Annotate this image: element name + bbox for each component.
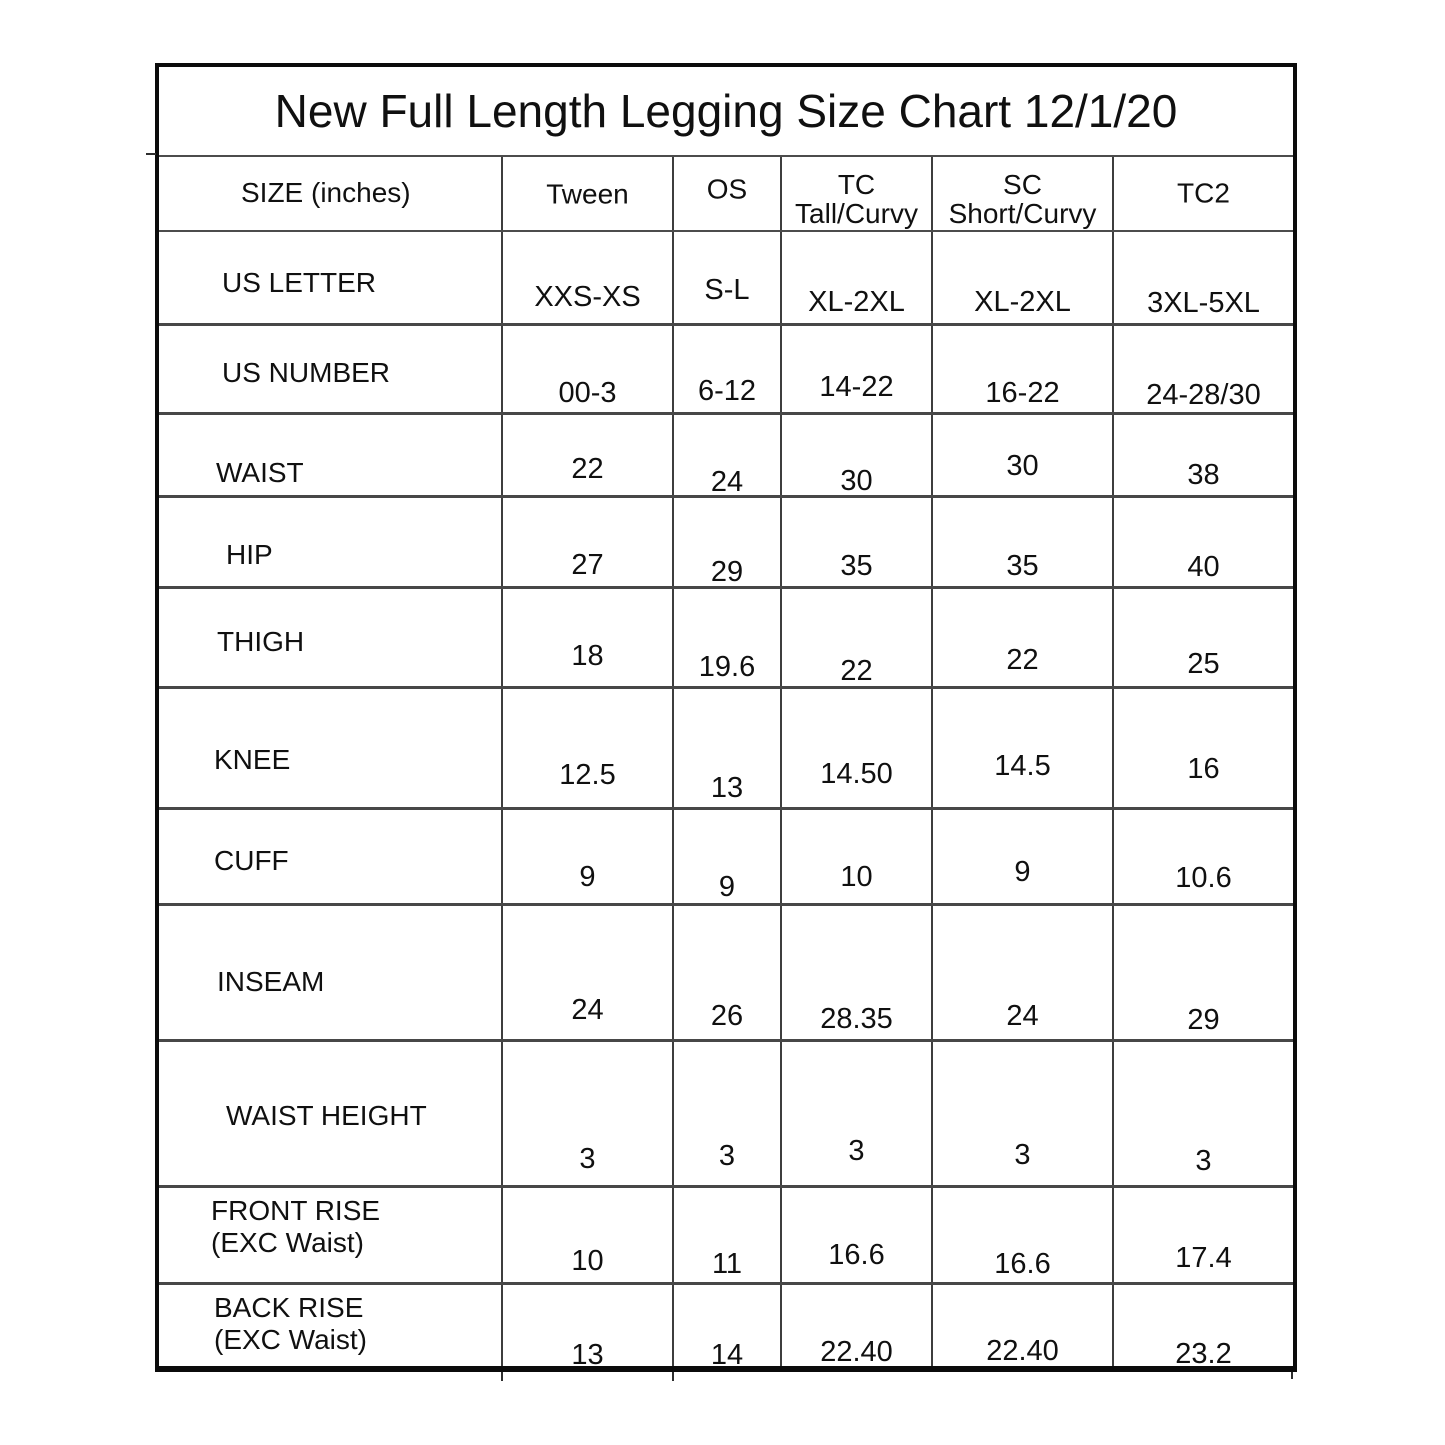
row-label-cell [159,906,503,1039]
row-label-text [222,357,390,389]
header-row [159,157,1293,232]
cell-value: 9 [579,860,596,893]
cell-value: 18 [571,639,604,672]
cell-value: 16.6 [828,1238,885,1271]
table-row [159,589,1293,689]
cell-value: 6-12 [697,375,757,408]
value-cell [1114,415,1293,495]
value-cell [933,232,1114,323]
row-label-text [226,1100,427,1132]
column-header-text [503,180,672,209]
cell-value: 14.50 [820,757,893,790]
column-header-cell [933,157,1114,230]
cell-value: 40 [1187,550,1220,583]
row-label-text [226,539,273,571]
value-cell [1114,498,1293,586]
cell-value: S-L [704,274,750,307]
value-cell [674,232,782,323]
value-cell [1114,232,1293,323]
row-label-cell [159,415,503,495]
cell-value: 25 [1187,647,1220,680]
row-label: HIP [226,539,273,571]
value-cell [782,810,933,903]
row-label-cell [159,589,503,686]
cell-value: 35 [840,549,873,582]
cell-value: 10.6 [1175,861,1232,894]
row-label: THIGH [217,626,305,658]
table-row [159,1285,1293,1371]
cell-value: 30 [840,464,873,497]
cell-value: 16.6 [994,1248,1051,1281]
value-cell [1114,326,1293,412]
column-header-text [674,175,780,204]
value-cell [1114,1285,1293,1370]
cell-value: 00-3 [558,377,617,410]
cell-value: 3 [718,1140,736,1173]
cell-value: 24 [571,993,604,1026]
value-cell [503,906,674,1039]
value-cell [674,906,782,1039]
value-cell [503,1042,674,1185]
value-cell [1114,810,1293,903]
table-row [159,689,1293,810]
cell-value: 11 [711,1248,743,1281]
value-cell [503,232,674,323]
value-cell [1114,1042,1293,1185]
value-cell [782,1285,933,1369]
column-header-line1: SC [1003,168,1042,200]
cell-value: 38 [1187,459,1220,491]
value-cell [933,589,1114,686]
value-cell [674,810,782,903]
cell-value: 12.5 [559,759,616,792]
column-header-text [933,170,1112,228]
value-cell [503,498,674,586]
value-cell [933,689,1114,807]
scan-artifact-line [672,1372,674,1381]
cell-value: 13 [571,1338,604,1371]
cell-value: 27 [571,548,604,581]
cell-value: 19.6 [698,650,756,683]
table-row [159,232,1293,326]
value-cell [933,498,1114,586]
column-header-line1: TC2 [1177,177,1230,209]
cell-value: 17.4 [1175,1241,1232,1274]
size-chart-table [155,63,1297,1372]
row-label: US NUMBER [222,357,391,389]
row-label: CUFF [214,845,289,877]
table-row [159,906,1293,1042]
cell-value: XXS-XS [534,280,641,313]
row-label: US LETTER [222,266,377,298]
value-cell [674,415,782,499]
value-cell [782,1188,933,1282]
value-cell [933,326,1114,412]
row-label: WAIST [216,457,304,489]
value-cell [674,1285,782,1371]
value-cell [1114,1188,1293,1282]
row-label-text [241,177,411,209]
row-label-cell [159,1042,503,1185]
value-cell [503,810,674,903]
row-label-cell [159,1188,503,1282]
cell-value: 16-22 [985,377,1060,410]
row-label-text [222,267,376,299]
cell-value: 14-22 [819,371,894,404]
row-label-text [214,1292,367,1356]
value-cell [503,689,674,807]
value-cell [782,589,933,686]
row-label-text [217,626,304,658]
column-header-line1: Tween [546,178,629,210]
column-header-line2: Tall/Curvy [795,197,918,229]
cell-value: 22.40 [820,1336,893,1369]
scan-artifact-line [501,1372,503,1381]
cell-value: 13 [710,772,744,805]
value-cell [933,810,1114,903]
value-cell [503,415,674,495]
cell-value: XL-2XL [974,286,1071,319]
cell-value: 3 [1014,1138,1031,1171]
value-cell [674,1188,782,1282]
cell-value: 3 [848,1134,865,1167]
cell-value: 35 [1006,549,1039,582]
cell-value: 14 [710,1338,744,1371]
row-label-cell [159,1285,503,1366]
row-label: BACK RISE [214,1291,364,1323]
row-label: INSEAM [217,965,325,997]
row-label-text [211,1195,380,1259]
row-label: WAIST HEIGHT [226,1100,427,1132]
column-header-text [1114,178,1293,207]
cell-value: 26 [710,1000,744,1033]
scan-artifact-line [1291,1372,1293,1379]
row-label: KNEE [214,743,291,775]
row-label-text [216,457,304,489]
table-row [159,498,1293,589]
column-header-cell [782,157,933,230]
corner-header-label: SIZE (inches) [241,176,411,208]
row-label: FRONT RISE [211,1195,381,1227]
cell-value: 22.40 [986,1334,1059,1367]
value-cell [933,1285,1114,1366]
cell-value: 30 [1006,450,1039,483]
cell-value: 9 [1014,856,1031,889]
cell-value: 3XL-5XL [1147,286,1260,319]
value-cell [933,1188,1114,1282]
corner-header-cell [159,157,503,230]
column-header-cell [674,157,782,230]
column-header-line1: TC [837,168,876,200]
value-cell [503,1285,674,1371]
cell-value: 29 [1187,1004,1220,1037]
value-cell [782,1042,933,1185]
cell-value: 29 [710,555,744,588]
value-cell [503,589,674,686]
value-cell [782,232,933,323]
table-row [159,415,1293,498]
cell-value: 24-28/30 [1146,378,1261,411]
cell-value: 10 [571,1245,604,1278]
row-label-cell [159,232,503,323]
column-header-cell [503,157,674,230]
cell-value: 23.2 [1175,1337,1232,1370]
cell-value: 9 [718,871,736,904]
row-sublabel: (EXC Waist) [214,1323,367,1355]
value-cell [674,326,782,412]
value-cell [782,906,933,1039]
column-header-line1: OS [706,173,748,205]
table-row [159,810,1293,906]
value-cell [674,1042,782,1185]
value-cell [782,498,933,586]
cell-value: 3 [1195,1144,1212,1177]
value-cell [782,326,933,412]
row-label-cell [159,498,503,586]
cell-value: 22 [840,655,873,688]
row-label-text [214,845,289,877]
cell-value: 16 [1187,753,1220,786]
row-label-cell [159,326,503,412]
value-cell [1114,689,1293,807]
value-cell [933,415,1114,495]
value-cell [1114,589,1293,686]
chart-title: New Full Length Legging Size Chart 12/1/20 [274,85,1178,137]
column-header-line2: Short/Curvy [948,197,1097,229]
cell-value: 14.5 [994,749,1051,782]
table-grid [159,157,1293,1371]
value-cell [674,589,782,686]
table-row [159,1188,1293,1285]
value-cell [782,415,933,495]
cell-value: XL-2XL [808,286,905,319]
scan-artifact-line [146,153,156,155]
table-row [159,326,1293,415]
cell-value: 10 [840,860,873,893]
cell-value: 3 [579,1143,596,1176]
cell-value: 24 [710,466,744,499]
row-label-text [217,966,324,998]
value-cell [1114,906,1293,1039]
column-header-text [782,170,931,228]
value-cell [503,1188,674,1282]
cell-value: 22 [1006,643,1039,676]
row-label-cell [159,810,503,903]
value-cell [933,906,1114,1039]
value-cell [782,689,933,807]
cell-value: 28.35 [820,1003,893,1036]
value-cell [933,1042,1114,1185]
row-label-cell [159,689,503,807]
table-row [159,1042,1293,1188]
title-row [159,67,1293,157]
value-cell [674,498,782,586]
value-cell [674,689,782,807]
cell-value: 22 [571,452,604,485]
row-sublabel: (EXC Waist) [211,1227,364,1259]
row-label-text [214,744,290,776]
column-header-cell [1114,157,1293,230]
value-cell [503,326,674,412]
cell-value: 24 [1006,1000,1039,1033]
